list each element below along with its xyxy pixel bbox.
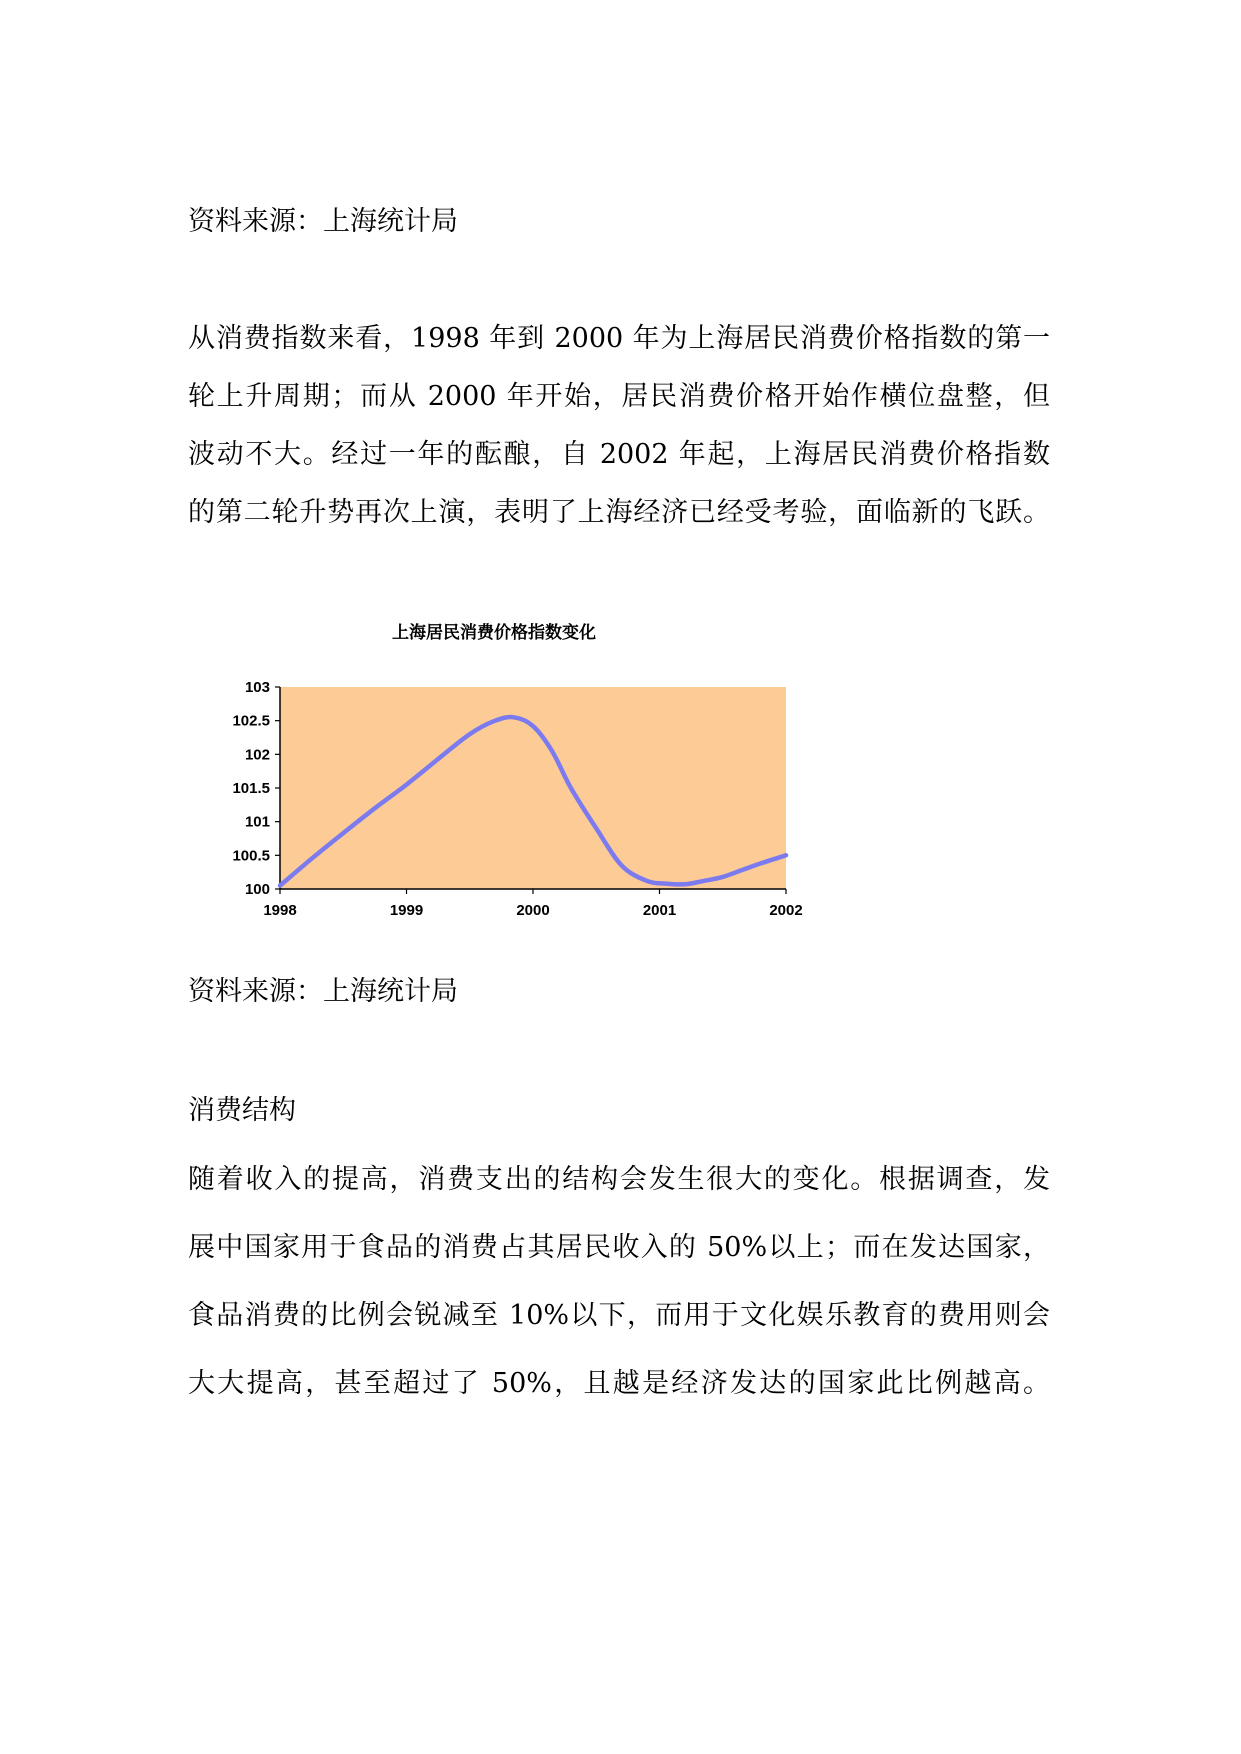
paragraph-line: 的第二轮升势再次上演，表明了上海经济已经受考验，面临新的飞跃。 [188,497,1050,528]
y-tick-label: 101 [244,813,270,831]
paragraph-line: 轮上升周期；而从 2000 年开始，居民消费价格开始作横位盘整，但 [188,381,1050,412]
y-tick-label: 101.5 [232,780,270,797]
x-tick-label: 2002 [769,902,803,919]
paragraph-line: 从消费指数来看，1998 年到 2000 年为上海居民消费价格指数的第一 [188,323,1050,354]
y-tick-label: 103 [244,679,270,696]
y-tick-label: 100.5 [232,847,270,865]
x-axis-ticks [263,889,802,919]
x-tick-label: 1999 [389,902,424,919]
section-heading: 消费结构 [188,1095,296,1126]
x-tick-label: 2001 [642,902,677,919]
paragraph-line: 食品消费的比例会锐减至 10%以下，而用于文化娱乐教育的费用则会 [188,1300,1050,1331]
chart-title: 上海居民消费价格指数变化 [392,623,596,643]
source-note-bottom: 资料来源：上海统计局 [188,976,458,1007]
paragraph-line: 展中国家用于食品的消费占其居民收入的 50%以上；而在发达国家， [188,1232,1050,1263]
y-axis-ticks [232,679,280,898]
cpi-line-chart [200,618,840,938]
paragraph-line: 波动不大。经过一年的酝酿，自 2002 年起，上海居民消费价格指数 [188,439,1050,470]
y-tick-label: 102 [244,746,270,764]
y-tick-label: 100 [244,881,270,898]
paragraph-line: 大大提高，甚至超过了 50%，且越是经济发达的国家此比例越高。 [188,1368,1050,1399]
x-tick-label: 2000 [516,902,550,919]
x-tick-label: 1998 [263,902,297,919]
paragraph-line: 随着收入的提高，消费支出的结构会发生很大的变化。根据调查，发 [188,1164,1050,1195]
y-tick-label: 102.5 [232,712,270,730]
source-note-top: 资料来源：上海统计局 [188,206,458,237]
plot-area [280,687,786,889]
